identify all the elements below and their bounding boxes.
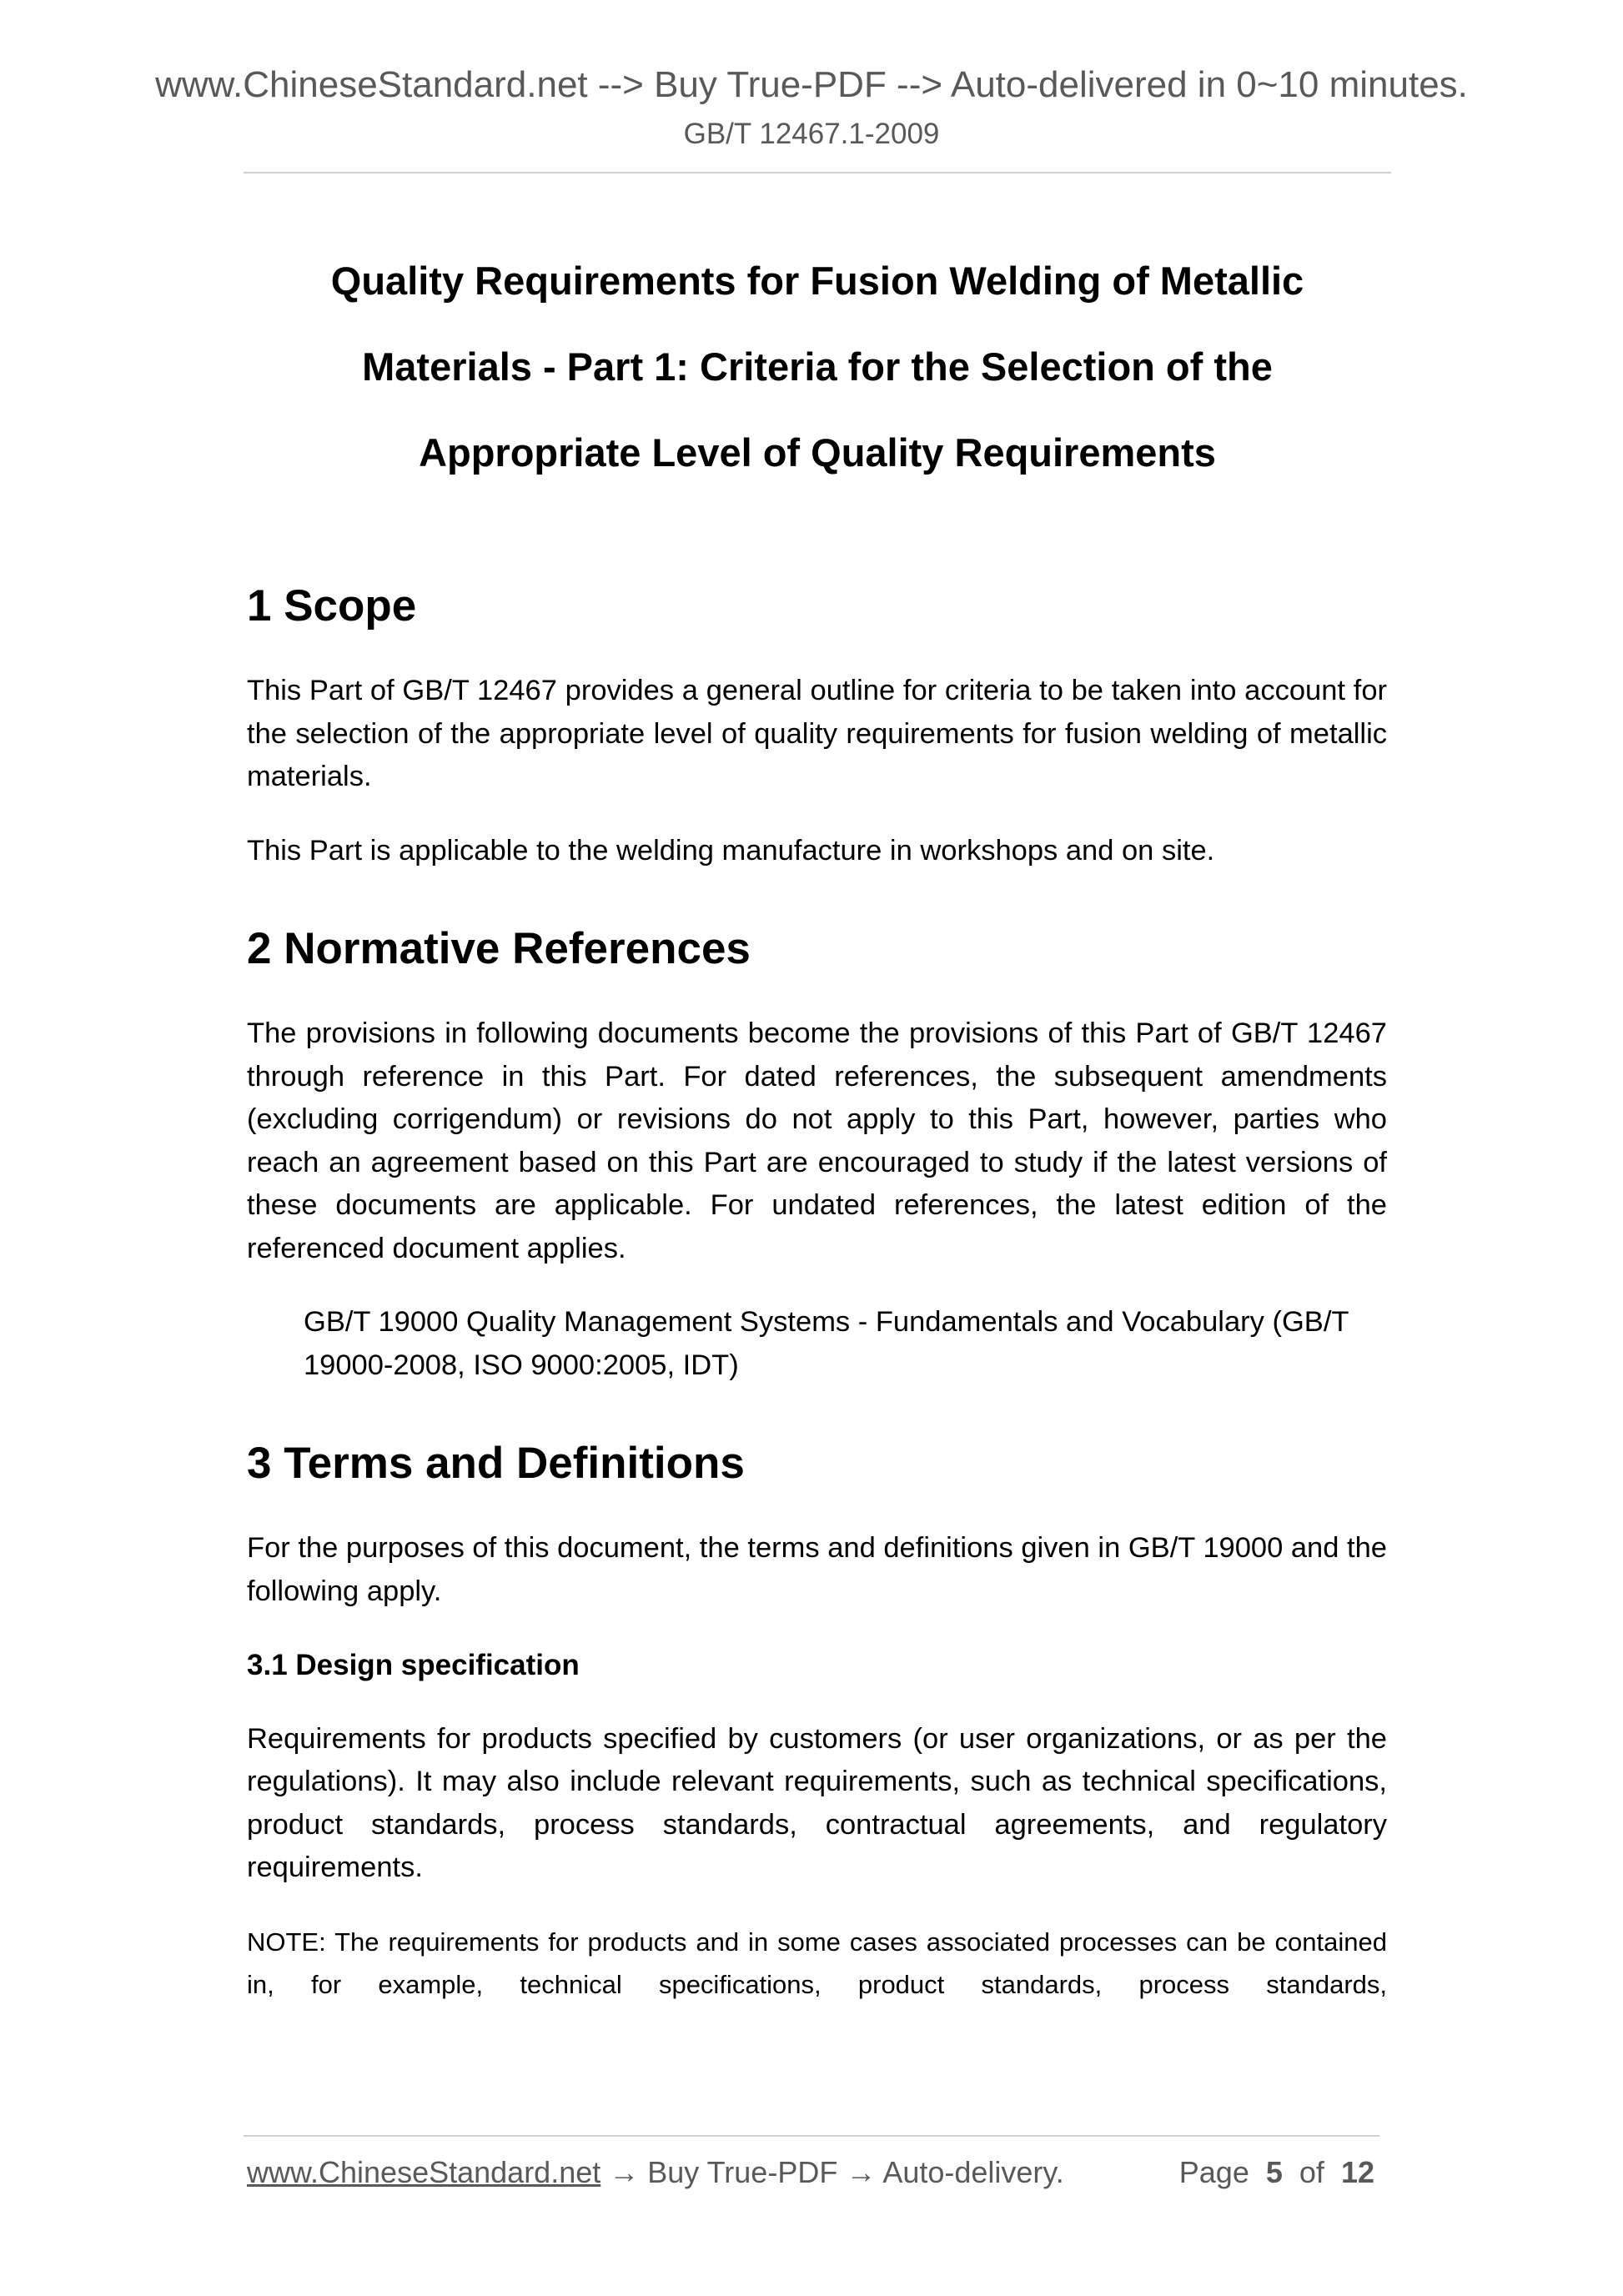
footer-divider [244,2135,1379,2137]
scope-paragraph-2: This Part is applicable to the welding manufacture in workshops and on site. [247,834,1215,867]
title-line-1: Quality Requirements for Fusion Welding of Metallic [330,259,1304,303]
title-line-2: Materials - Part 1: Criteria for the Selection of the [362,344,1273,389]
terms-intro-paragraph: For the purposes of this document, the terms and definitions given in GB/T 19000 and the following apply. [247,1532,1387,1607]
document-body [247,580,1387,2007]
header-standard-number: GB/T 12467.1-2009 [683,118,940,150]
design-specification-paragraph: Requirements for products specified by customers (or user organizations, or as per the regulations). It may also include relevant requirements, such as technical specifications, product standards, process standards, contractual agreements, and regulatory requirements. [247,1722,1387,1883]
scope-paragraph-1: This Part of GB/T 12467 provides a general outline for criteria to be taken into account for the selection of the appropriate level of quality requirements for fusion welding of metallic materials. [247,675,1387,792]
subsection-design-specification-heading: 3.1 Design specification [247,1649,580,1681]
title-line-3: Appropriate Level of Quality Requirements [419,430,1216,475]
page-word: Page [1178,2155,1249,2189]
footer-tagline: → Buy True-PDF → Auto-delivery. [600,2155,1064,2189]
normative-references-paragraph: The provisions in following documents become the provisions of this Part of GB/T 12467 through reference in this Part. For dated references, the subsequent amendments (excluding corrigendum) or revisions do not apply to this Part, however, parties who reach an agreement based on this Part are encouraged to study if the latest versions of these documents are applicable. For undated references, the latest edition of the referenced document applies. [247,1017,1387,1264]
of-word: of [1299,2155,1324,2189]
reference-line-2: 19000-2008, ISO 9000:2005, IDT) [304,1349,739,1381]
document-title [244,238,1391,495]
footer-left [247,2153,1064,2193]
page-counter [1179,2153,1374,2193]
reference-line-1: GB/T 19000 Quality Management Systems - Fundamentals and Vocabulary (GB/T [304,1306,1349,1338]
page-total: 12 [1340,2155,1374,2189]
header-divider [244,172,1391,173]
page-current: 5 [1265,2155,1283,2189]
footer-site-link[interactable]: www.ChineseStandard.net [247,2155,601,2189]
section-terms-heading: 3 Terms and Definitions [247,1439,745,1488]
note-paragraph: NOTE: The requirements for products and in some cases associated processes can be contained in, for example, technical specifications, product standards, process standards, [247,1927,1387,1999]
footer [247,2153,1383,2193]
header-banner: www.ChineseStandard.net --> Buy True-PDF --> Auto-delivered in 0~10 minutes. [155,64,1468,105]
normative-reference-item [304,1301,1387,1387]
section-scope-heading: 1 Scope [247,581,417,631]
section-normative-references-heading: 2 Normative References [247,924,751,973]
